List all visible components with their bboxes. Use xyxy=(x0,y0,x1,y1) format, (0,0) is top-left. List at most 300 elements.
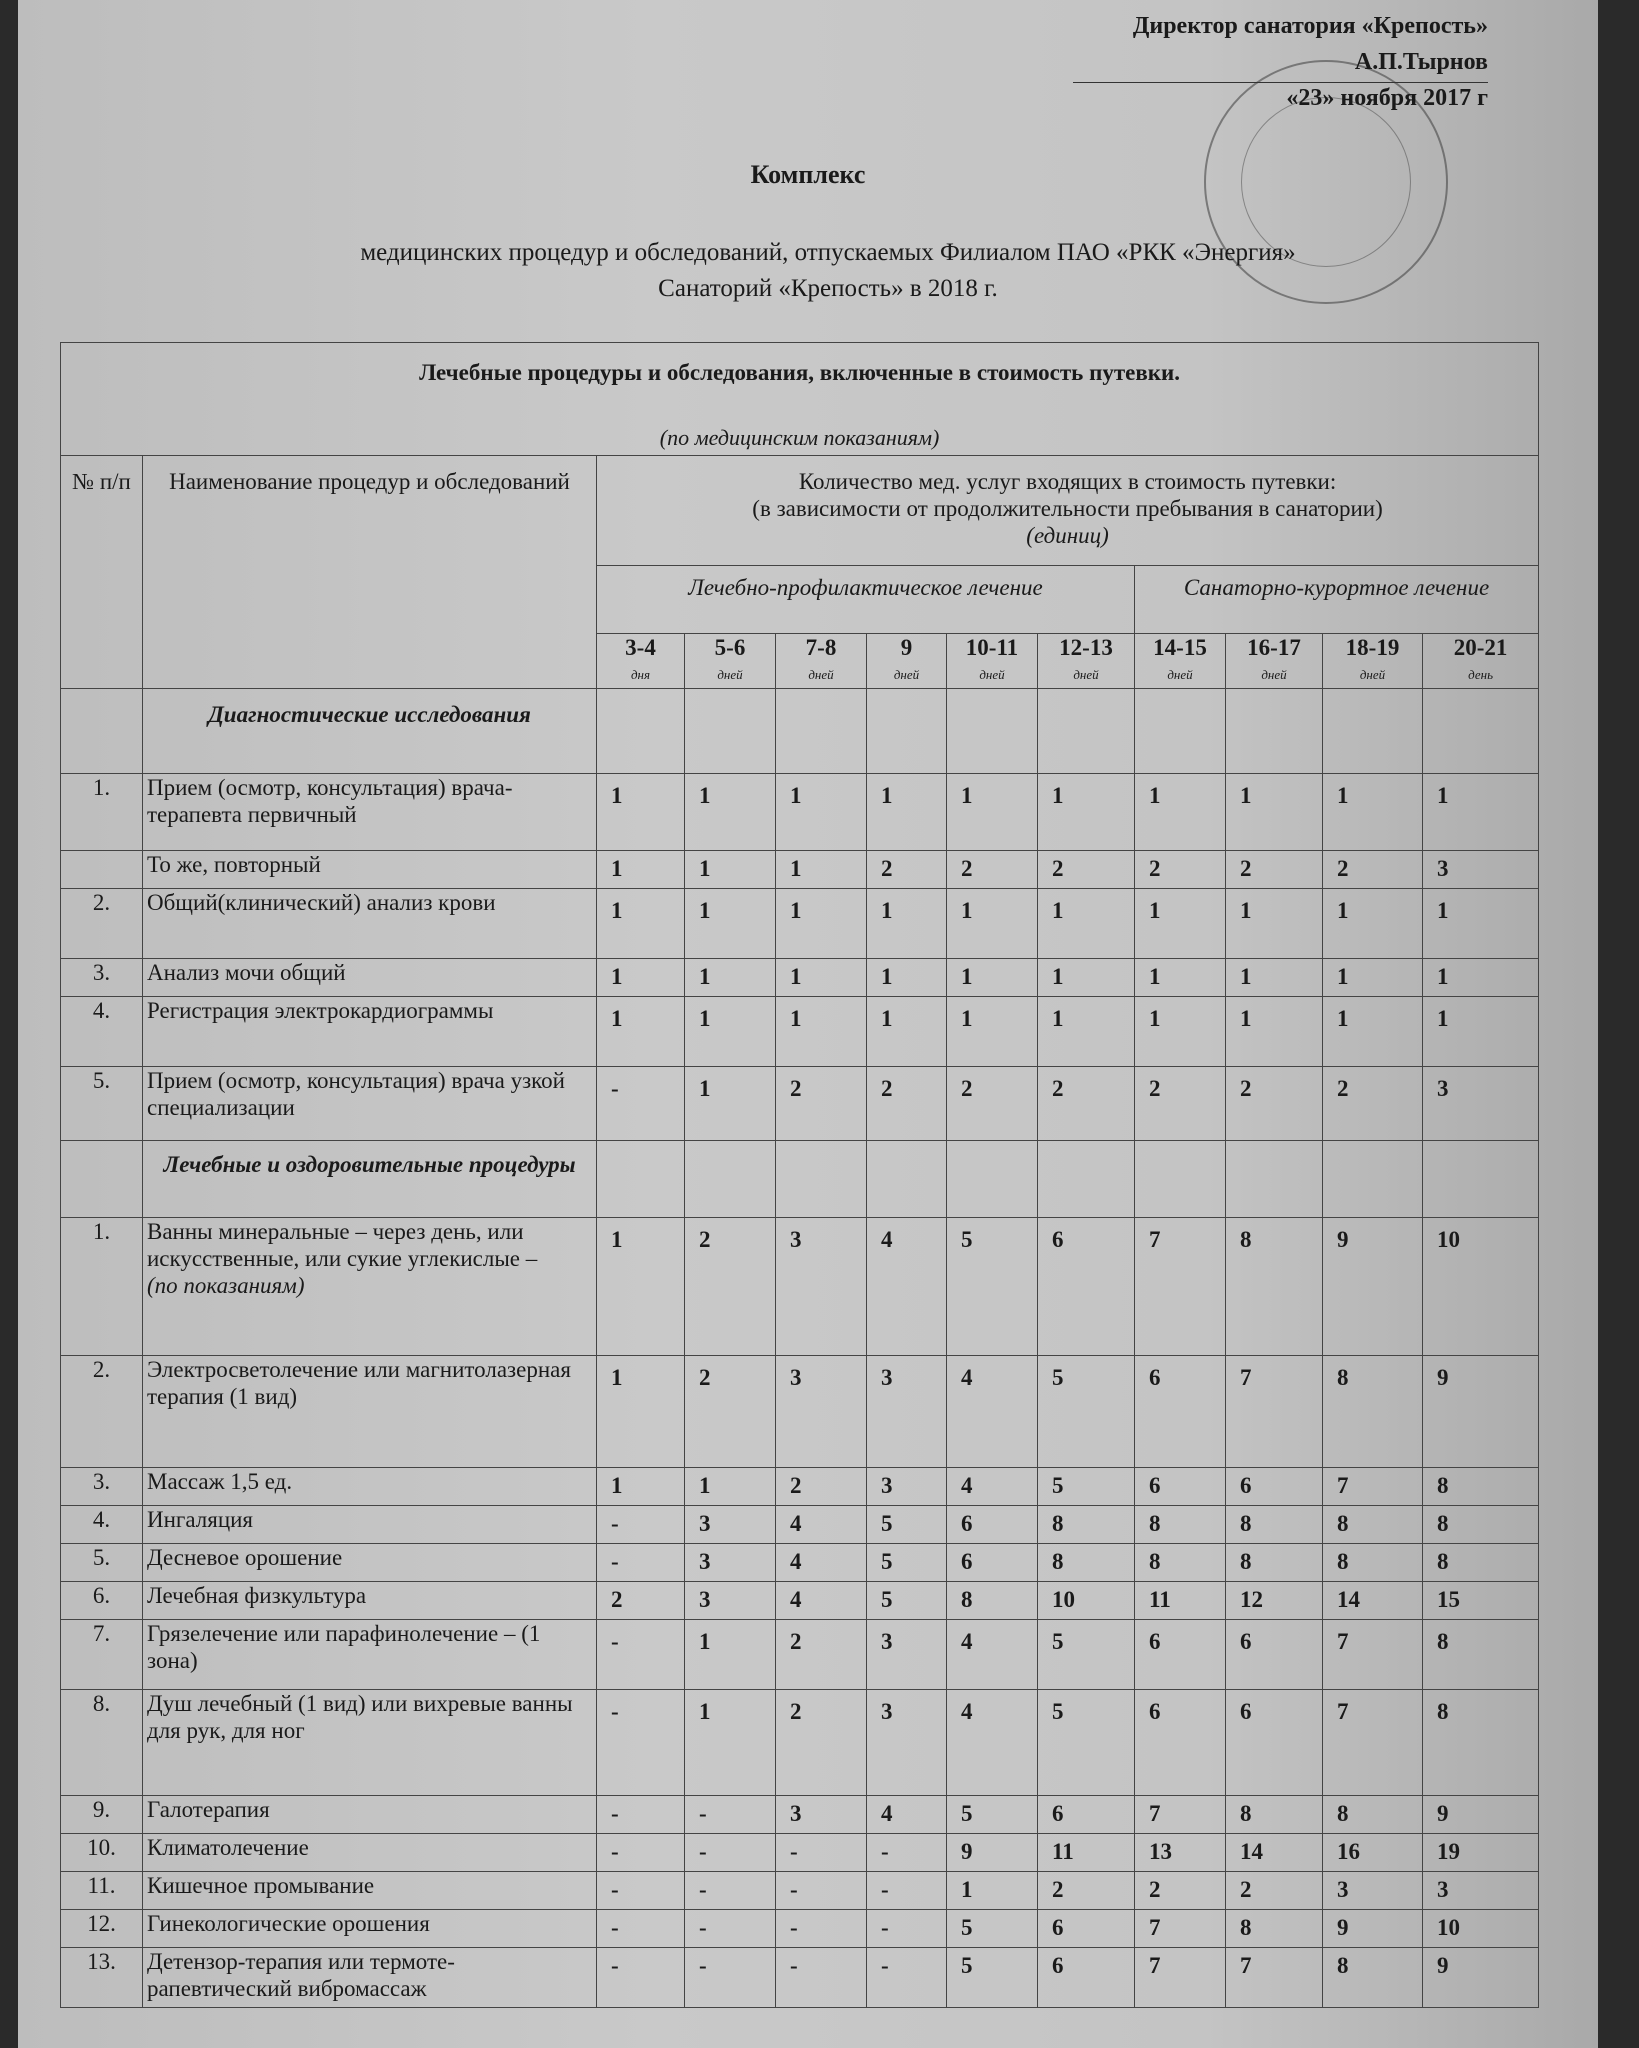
quantity-cell: 6 xyxy=(1135,1620,1226,1690)
quantity-cell: 4 xyxy=(867,1218,947,1356)
duration-unit: дней xyxy=(893,667,920,682)
quantity-cell: - xyxy=(597,1910,685,1948)
quantity-cell: 1 xyxy=(1226,889,1323,959)
quantity-cell: 1 xyxy=(685,889,776,959)
approval-line-2: А.П.Тырнов xyxy=(1354,49,1488,75)
procedure-name xyxy=(143,1872,597,1910)
procedure-name-text: Десневое орошение xyxy=(147,1545,343,1570)
quantity-cell: 1 xyxy=(776,889,867,959)
quantity-cell: 19 xyxy=(1423,1834,1539,1872)
quantity-cell: 8 xyxy=(1038,1544,1135,1582)
quantity-cell: 1 xyxy=(867,774,947,851)
quantity-cell: 1 xyxy=(1038,774,1135,851)
quantity-cell: 9 xyxy=(1323,1910,1423,1948)
duration-range: 18-19 xyxy=(1345,635,1400,660)
quantity-cell: 6 xyxy=(1226,1620,1323,1690)
row-number xyxy=(61,851,143,889)
quantity-cell: - xyxy=(685,1872,776,1910)
quantity-cell: 4 xyxy=(947,1468,1038,1506)
procedure-name-text: Грязелечение или парафинолечение – (1 зона) xyxy=(147,1621,541,1673)
approval-line-3: «23» ноября 2017 г xyxy=(1286,85,1488,111)
quantity-cell: 1 xyxy=(597,774,685,851)
quantity-cell: 8 xyxy=(1323,1796,1423,1834)
duration-unit: дней xyxy=(979,667,1005,682)
quantity-cell: 9 xyxy=(1423,1796,1539,1834)
duration-unit: дня xyxy=(630,667,651,682)
procedure-name xyxy=(143,1948,597,2008)
row-number: 2. xyxy=(61,1356,143,1468)
quantity-cell: 1 xyxy=(867,959,947,997)
quantity-cell: 1 xyxy=(597,1468,685,1506)
quantity-cell: 1 xyxy=(597,959,685,997)
duration-unit: день xyxy=(1468,667,1493,682)
duration-header-cell xyxy=(1423,634,1539,689)
quantity-cell: 1 xyxy=(1135,997,1226,1067)
quantity-cell: 2 xyxy=(867,851,947,889)
quantity-cell: 5 xyxy=(1038,1620,1135,1690)
procedure-name xyxy=(143,1690,597,1796)
procedure-name xyxy=(143,1468,597,1506)
header-quantity-units: (единиц) xyxy=(1026,523,1109,548)
row-number: 2. xyxy=(61,889,143,959)
quantity-cell: 2 xyxy=(776,1067,867,1141)
quantity-cell: 8 xyxy=(1226,1796,1323,1834)
table-caption-title: Лечебные процедуры и обследования, включенные в стоимость путевки. xyxy=(419,360,1181,385)
procedure-name-text: Душ лечебный (1 вид) или вихревые ванны для рук, для ног xyxy=(147,1691,573,1743)
quantity-cell: 4 xyxy=(776,1582,867,1620)
quantity-cell: 2 xyxy=(867,1067,947,1141)
quantity-cell: 6 xyxy=(1038,1796,1135,1834)
quantity-cell: 2 xyxy=(1226,851,1323,889)
header-quantity-line-1: Количество мед. услуг входящих в стоимость путевки: xyxy=(798,469,1337,494)
procedure-name xyxy=(143,774,597,851)
quantity-cell: 1 xyxy=(867,889,947,959)
duration-header-cell xyxy=(1038,634,1135,689)
quantity-cell: 8 xyxy=(1226,1544,1323,1582)
row-number: 13. xyxy=(61,1948,143,2008)
quantity-cell: 1 xyxy=(1423,889,1539,959)
procedure-name-text: Прием (осмотр, консультация) врача-терапевта первичный xyxy=(147,775,513,827)
quantity-cell: 2 xyxy=(1038,851,1135,889)
quantity-cell: 1 xyxy=(1038,997,1135,1067)
quantity-cell: 1 xyxy=(685,1067,776,1141)
procedure-note: (по показаниям) xyxy=(147,1273,305,1298)
quantity-cell: 1 xyxy=(1323,889,1423,959)
quantity-cell: 3 xyxy=(1323,1872,1423,1910)
subtitle-line-1: медицинских процедур и обследований, отпускаемых Филиалом ПАО «РКК «Энергия» xyxy=(360,239,1296,266)
procedure-name-text: Общий(клинический) анализ крови xyxy=(147,890,496,915)
quantity-cell: 8 xyxy=(1323,1356,1423,1468)
duration-header-cell xyxy=(1135,634,1226,689)
quantity-cell: - xyxy=(685,1948,776,2008)
quantity-cell: 3 xyxy=(867,1690,947,1796)
procedure-name xyxy=(143,1218,597,1356)
table-row xyxy=(61,1582,1539,1620)
quantity-cell: - xyxy=(597,1620,685,1690)
quantity-cell: 5 xyxy=(947,1910,1038,1948)
document-subtitle xyxy=(178,235,1478,307)
quantity-cell: 14 xyxy=(1323,1582,1423,1620)
quantity-cell: 1 xyxy=(685,1690,776,1796)
approval-block xyxy=(1133,8,1488,116)
quantity-cell: 8 xyxy=(1423,1468,1539,1506)
quantity-cell: 4 xyxy=(867,1796,947,1834)
table-row xyxy=(61,1468,1539,1506)
duration-range: 7-8 xyxy=(805,635,837,660)
quantity-cell: 3 xyxy=(1423,1067,1539,1141)
quantity-cell: 8 xyxy=(1323,1544,1423,1582)
table-row xyxy=(61,1834,1539,1872)
section-number-cell xyxy=(61,689,143,774)
table-row xyxy=(61,889,1539,959)
quantity-cell: - xyxy=(597,1796,685,1834)
duration-unit: дней xyxy=(1073,667,1099,682)
quantity-cell: 1 xyxy=(1226,997,1323,1067)
quantity-cell: - xyxy=(685,1910,776,1948)
procedure-name xyxy=(143,1356,597,1468)
quantity-cell: 3 xyxy=(1423,851,1539,889)
table-caption xyxy=(61,343,1539,456)
document-title: Комплекс xyxy=(750,160,866,189)
quantity-cell: 4 xyxy=(947,1690,1038,1796)
quantity-cell: 9 xyxy=(1323,1218,1423,1356)
procedures-table xyxy=(60,342,1539,2008)
quantity-cell: 8 xyxy=(1135,1544,1226,1582)
approval-line-1: Директор санатория «Крепость» xyxy=(1132,13,1488,39)
duration-range: 3-4 xyxy=(625,635,656,660)
quantity-cell: 1 xyxy=(776,997,867,1067)
duration-header-cell xyxy=(685,634,776,689)
quantity-cell: - xyxy=(867,1910,947,1948)
quantity-cell: 1 xyxy=(597,1218,685,1356)
quantity-cell: 16 xyxy=(1323,1834,1423,1872)
duration-header-cell xyxy=(867,634,947,689)
procedure-name xyxy=(143,1620,597,1690)
table-row xyxy=(61,1218,1539,1356)
procedure-name-text: Лечебная физкультура xyxy=(147,1583,367,1608)
quantity-cell: - xyxy=(776,1948,867,2008)
quantity-cell: 7 xyxy=(1323,1468,1423,1506)
duration-range: 14-15 xyxy=(1153,635,1207,660)
table-row xyxy=(61,1544,1539,1582)
duration-unit: дней xyxy=(717,667,743,682)
quantity-cell: 8 xyxy=(1226,1910,1323,1948)
quantity-cell: 5 xyxy=(867,1544,947,1582)
quantity-cell: 8 xyxy=(1423,1620,1539,1690)
quantity-cell: 2 xyxy=(1323,1067,1423,1141)
quantity-cell: 10 xyxy=(1423,1218,1539,1356)
table-row xyxy=(61,1948,1539,2008)
row-number: 4. xyxy=(61,1506,143,1544)
quantity-cell: 1 xyxy=(1323,774,1423,851)
procedure-name xyxy=(143,1910,597,1948)
quantity-cell: 1 xyxy=(685,774,776,851)
quantity-cell: 6 xyxy=(947,1544,1038,1582)
quantity-cell: 3 xyxy=(1423,1872,1539,1910)
procedure-name xyxy=(143,851,597,889)
quantity-cell: - xyxy=(597,1690,685,1796)
quantity-cell: 2 xyxy=(947,851,1038,889)
procedure-name xyxy=(143,1506,597,1544)
quantity-cell: 8 xyxy=(1038,1506,1135,1544)
procedure-name-text: Галотерапия xyxy=(147,1797,270,1822)
quantity-cell: 5 xyxy=(867,1582,947,1620)
header-number: № п/п xyxy=(61,456,143,689)
quantity-cell: 11 xyxy=(1038,1834,1135,1872)
procedure-name-text: Ванны минеральные – через день, или искусственные, или сукие углекислые – xyxy=(147,1219,538,1271)
duration-range: 20-21 xyxy=(1453,635,1508,660)
quantity-cell: - xyxy=(776,1834,867,1872)
procedure-name xyxy=(143,1796,597,1834)
quantity-cell: 6 xyxy=(1226,1468,1323,1506)
quantity-cell: 6 xyxy=(1226,1690,1323,1796)
quantity-cell: 15 xyxy=(1423,1582,1539,1620)
row-number: 3. xyxy=(61,1468,143,1506)
quantity-cell: 13 xyxy=(1135,1834,1226,1872)
quantity-cell: 2 xyxy=(1135,1067,1226,1141)
duration-unit: дней xyxy=(808,667,834,682)
row-number: 5. xyxy=(61,1544,143,1582)
quantity-cell: 2 xyxy=(1323,851,1423,889)
table-row xyxy=(61,774,1539,851)
quantity-cell: 1 xyxy=(685,959,776,997)
quantity-cell: 5 xyxy=(1038,1356,1135,1468)
duration-unit: дней xyxy=(1167,667,1193,682)
header-group-sanatorium: Санаторно-курортное лечение xyxy=(1135,566,1539,634)
quantity-cell: 2 xyxy=(597,1582,685,1620)
quantity-cell: 6 xyxy=(1038,1948,1135,2008)
duration-range: 10-11 xyxy=(965,635,1019,660)
duration-header-cell xyxy=(597,634,685,689)
quantity-cell: 2 xyxy=(1135,1872,1226,1910)
procedure-name xyxy=(143,1834,597,1872)
quantity-cell: 1 xyxy=(776,774,867,851)
duration-range: 12-13 xyxy=(1059,635,1113,660)
quantity-cell: 6 xyxy=(1135,1356,1226,1468)
quantity-cell: 7 xyxy=(1226,1356,1323,1468)
quantity-cell: 8 xyxy=(1226,1218,1323,1356)
quantity-cell: - xyxy=(776,1872,867,1910)
quantity-cell: 8 xyxy=(1226,1506,1323,1544)
row-number: 3. xyxy=(61,959,143,997)
section-diagnostics: Диагностические исследования xyxy=(143,689,597,774)
procedure-name xyxy=(143,959,597,997)
quantity-cell: 3 xyxy=(685,1582,776,1620)
quantity-cell: 1 xyxy=(947,959,1038,997)
quantity-cell: 1 xyxy=(685,997,776,1067)
table-row xyxy=(61,1506,1539,1544)
quantity-cell: 14 xyxy=(1226,1834,1323,1872)
quantity-cell: 1 xyxy=(776,959,867,997)
quantity-cell: 3 xyxy=(685,1544,776,1582)
duration-unit: дней xyxy=(1261,667,1287,682)
quantity-cell: 1 xyxy=(1226,774,1323,851)
quantity-cell: 7 xyxy=(1135,1796,1226,1834)
quantity-cell: 6 xyxy=(947,1506,1038,1544)
quantity-cell: 2 xyxy=(947,1067,1038,1141)
row-number: 1. xyxy=(61,774,143,851)
quantity-cell: 6 xyxy=(1135,1690,1226,1796)
quantity-cell: 12 xyxy=(1226,1582,1323,1620)
duration-header-cell xyxy=(776,634,867,689)
quantity-cell: 4 xyxy=(776,1506,867,1544)
table-row xyxy=(61,1620,1539,1690)
quantity-cell: 1 xyxy=(776,851,867,889)
procedure-name-text: Регистрация электрокардиограммы xyxy=(147,998,494,1023)
quantity-cell: 2 xyxy=(776,1468,867,1506)
quantity-cell: 1 xyxy=(685,1468,776,1506)
quantity-cell: 2 xyxy=(1226,1872,1323,1910)
table-row xyxy=(61,997,1539,1067)
quantity-cell: 1 xyxy=(1135,889,1226,959)
quantity-cell: 1 xyxy=(947,774,1038,851)
quantity-cell: - xyxy=(776,1910,867,1948)
quantity-cell: 4 xyxy=(947,1356,1038,1468)
procedure-name-text: То же, повторный xyxy=(147,852,321,877)
quantity-cell: 2 xyxy=(685,1356,776,1468)
quantity-cell: 2 xyxy=(1135,851,1226,889)
row-number: 1. xyxy=(61,1218,143,1356)
quantity-cell: 5 xyxy=(947,1218,1038,1356)
table-caption-note: (по медицинским показаниям) xyxy=(659,425,940,450)
quantity-cell: 7 xyxy=(1135,1948,1226,2008)
procedure-name-text: Массаж 1,5 ед. xyxy=(147,1469,293,1494)
quantity-cell: 3 xyxy=(776,1796,867,1834)
quantity-cell: 2 xyxy=(1038,1067,1135,1141)
section-number-cell xyxy=(61,1141,143,1218)
quantity-cell: 10 xyxy=(1038,1582,1135,1620)
quantity-cell: 7 xyxy=(1135,1910,1226,1948)
procedure-name xyxy=(143,889,597,959)
header-name: Наименование процедур и обследований xyxy=(143,456,597,689)
quantity-cell: 1 xyxy=(1423,959,1539,997)
table-row xyxy=(61,1872,1539,1910)
quantity-cell: 1 xyxy=(1038,959,1135,997)
quantity-cell: - xyxy=(597,1544,685,1582)
quantity-cell: 7 xyxy=(1226,1948,1323,2008)
quantity-cell: - xyxy=(867,1834,947,1872)
quantity-cell: 1 xyxy=(947,889,1038,959)
quantity-cell: 1 xyxy=(685,851,776,889)
quantity-cell: 1 xyxy=(1323,959,1423,997)
quantity-cell: 3 xyxy=(685,1506,776,1544)
quantity-cell: 4 xyxy=(947,1620,1038,1690)
quantity-cell: 1 xyxy=(947,997,1038,1067)
section-row xyxy=(61,1141,1539,1218)
quantity-cell: - xyxy=(685,1834,776,1872)
procedure-name xyxy=(143,1544,597,1582)
procedure-name xyxy=(143,997,597,1067)
quantity-cell: 1 xyxy=(597,889,685,959)
quantity-cell: 1 xyxy=(1135,774,1226,851)
quantity-cell: 2 xyxy=(685,1218,776,1356)
duration-header-cell xyxy=(1323,634,1423,689)
quantity-cell: - xyxy=(867,1872,947,1910)
procedure-name-text: Ингаляция xyxy=(147,1507,254,1532)
procedure-name xyxy=(143,1067,597,1141)
quantity-cell: 1 xyxy=(597,1356,685,1468)
row-number: 6. xyxy=(61,1582,143,1620)
section-treatments: Лечебные и оздоровительные процедуры xyxy=(143,1141,597,1218)
duration-range: 5-6 xyxy=(714,635,746,660)
quantity-cell: 7 xyxy=(1323,1620,1423,1690)
quantity-cell: 8 xyxy=(1423,1506,1539,1544)
quantity-cell: 1 xyxy=(1135,959,1226,997)
quantity-cell: 2 xyxy=(776,1620,867,1690)
quantity-cell: 9 xyxy=(947,1834,1038,1872)
quantity-cell: 5 xyxy=(1038,1690,1135,1796)
table-row xyxy=(61,1910,1539,1948)
quantity-cell: 7 xyxy=(1135,1218,1226,1356)
table-row xyxy=(61,1690,1539,1796)
quantity-cell: 8 xyxy=(1423,1690,1539,1796)
quantity-cell: 5 xyxy=(1038,1468,1135,1506)
table-row xyxy=(61,1796,1539,1834)
quantity-cell: - xyxy=(685,1796,776,1834)
quantity-cell: 8 xyxy=(1423,1544,1539,1582)
table-row xyxy=(61,959,1539,997)
table-row xyxy=(61,851,1539,889)
quantity-cell: 1 xyxy=(685,1620,776,1690)
quantity-cell: 1 xyxy=(597,997,685,1067)
quantity-cell: 5 xyxy=(947,1796,1038,1834)
quantity-cell: 2 xyxy=(776,1690,867,1796)
procedure-name-text: Гинекологические орошения xyxy=(147,1911,430,1936)
approval-rule xyxy=(1073,82,1488,83)
quantity-cell: - xyxy=(597,1834,685,1872)
row-number: 7. xyxy=(61,1620,143,1690)
quantity-cell: 9 xyxy=(1423,1948,1539,2008)
quantity-cell: 1 xyxy=(597,851,685,889)
procedure-name-text: Электросветолечение или магнитолазерная терапия (1 вид) xyxy=(147,1357,571,1409)
diagnostics-rows xyxy=(61,774,1539,1141)
quantity-cell: 1 xyxy=(1423,997,1539,1067)
row-number: 12. xyxy=(61,1910,143,1948)
row-number: 11. xyxy=(61,1872,143,1910)
quantity-cell: 9 xyxy=(1423,1356,1539,1468)
treatment-rows xyxy=(61,1218,1539,2008)
quantity-cell: 7 xyxy=(1323,1690,1423,1796)
header-quantity xyxy=(597,456,1539,566)
quantity-cell: 2 xyxy=(1226,1067,1323,1141)
procedure-name-text: Детензор-терапия или термоте- рапевтический вибромассаж xyxy=(147,1949,455,2001)
row-number: 5. xyxy=(61,1067,143,1141)
procedure-name-text: Климатолечение xyxy=(147,1835,309,1860)
duration-range: 16-17 xyxy=(1247,635,1301,660)
quantity-cell: 6 xyxy=(1038,1218,1135,1356)
duration-range: 9 xyxy=(900,635,913,660)
quantity-cell: 8 xyxy=(947,1582,1038,1620)
procedure-name-text: Прием (осмотр, консультация) врача узкой специализации xyxy=(147,1068,565,1120)
row-number: 4. xyxy=(61,997,143,1067)
quantity-cell: 1 xyxy=(1423,774,1539,851)
table-row xyxy=(61,1067,1539,1141)
procedure-name-text: Анализ мочи общий xyxy=(147,960,346,985)
quantity-cell: 3 xyxy=(776,1218,867,1356)
row-number: 10. xyxy=(61,1834,143,1872)
duration-header-cell xyxy=(1226,634,1323,689)
quantity-cell: 5 xyxy=(867,1506,947,1544)
quantity-cell: 1 xyxy=(867,997,947,1067)
duration-header-cell xyxy=(947,634,1038,689)
quantity-cell: 8 xyxy=(1323,1506,1423,1544)
quantity-cell: 8 xyxy=(1135,1506,1226,1544)
quantity-cell: 3 xyxy=(867,1356,947,1468)
table-row xyxy=(61,1356,1539,1468)
quantity-cell: 4 xyxy=(776,1544,867,1582)
duration-unit: дней xyxy=(1359,667,1386,682)
quantity-cell: 1 xyxy=(1226,959,1323,997)
